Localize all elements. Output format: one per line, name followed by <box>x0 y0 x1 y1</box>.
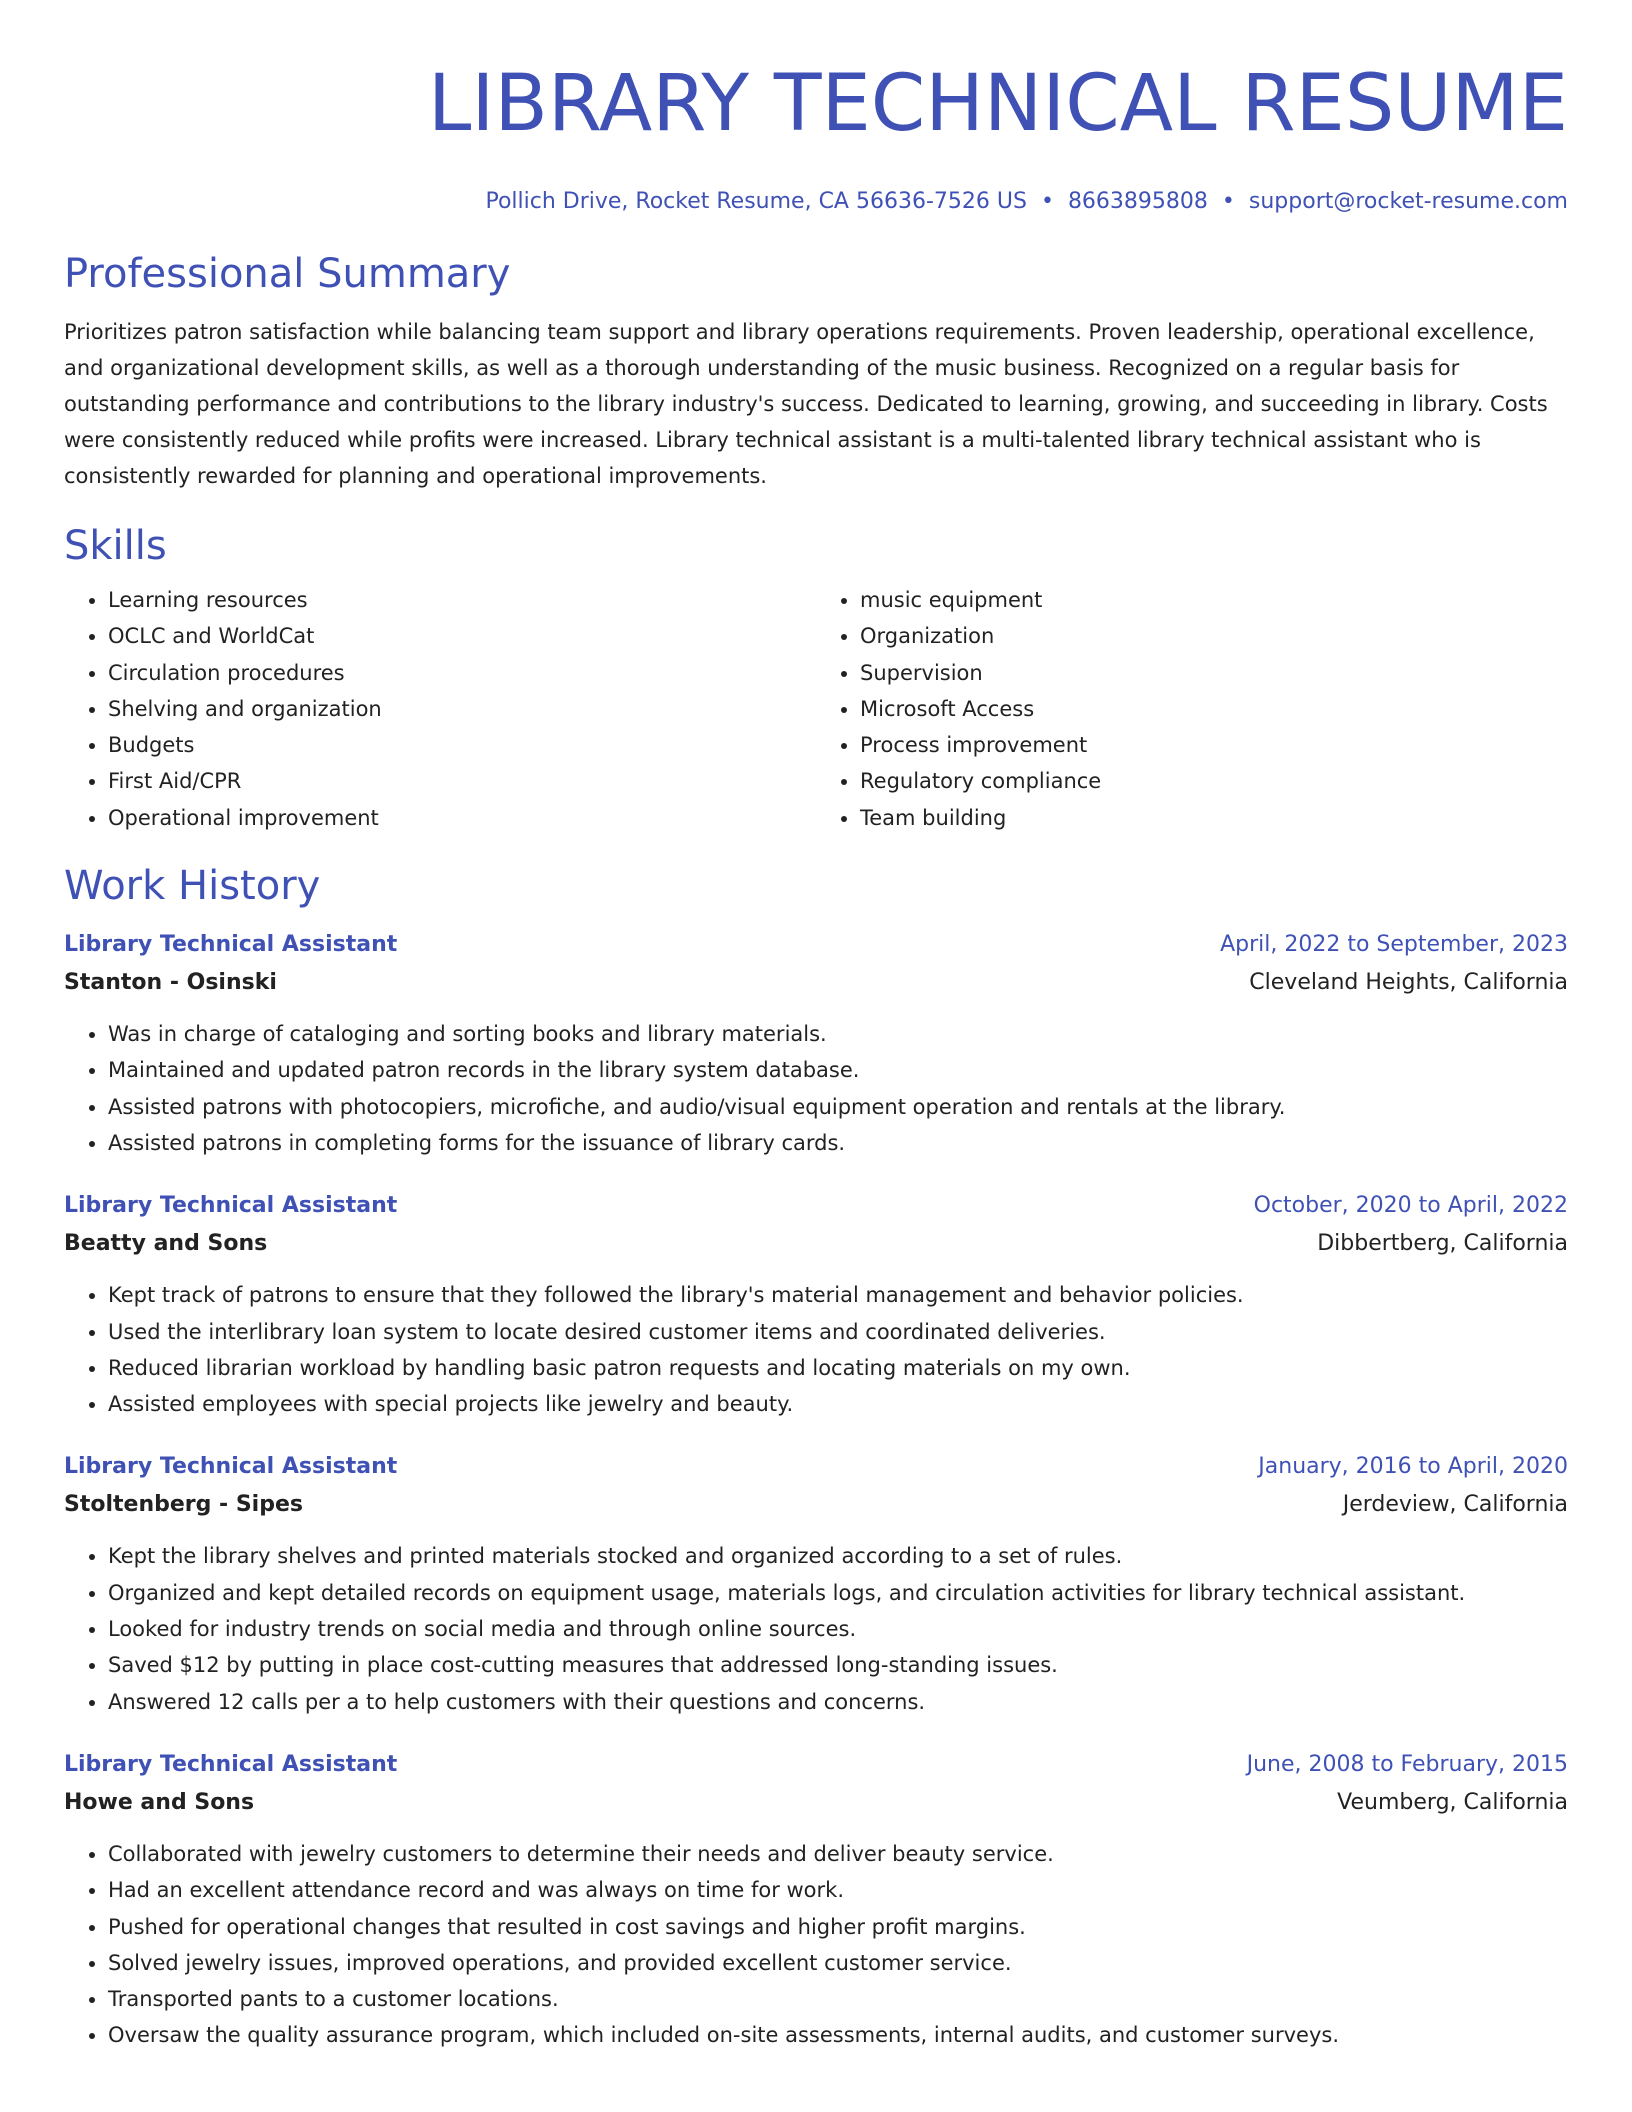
job-bullet: • Answered 12 calls per a to help customers with their questions and concerns. <box>108 1684 1568 1720</box>
job-bullets <box>64 1277 1568 1422</box>
skills-heading: Skills <box>64 523 167 569</box>
resume-page <box>64 0 1568 2054</box>
address: Pollich Drive, Rocket Resume, CA 56636-7526 US <box>485 189 1027 214</box>
skill-item: • Process improvement <box>860 727 1568 763</box>
contact-separator: • <box>1040 189 1054 214</box>
skill-item: • Regulatory compliance <box>860 763 1568 799</box>
job-entry <box>64 1746 1568 2054</box>
job-company-row <box>64 964 1568 1002</box>
job-dates: October, 2020 to April, 2022 <box>1253 1193 1568 1219</box>
job-bullet: • Kept the library shelves and printed materials stocked and organized according to a set of rules. <box>108 1538 1568 1574</box>
job-bullet: • Assisted patrons with photocopiers, microfiche, and audio/visual equipment operation and rentals at the library. <box>108 1089 1568 1125</box>
job-bullet: • Oversaw the quality assurance program, which included on-site assessments, internal audits, and customer surveys. <box>108 2017 1568 2053</box>
job-bullets <box>64 1016 1568 1161</box>
job-bullet: • Assisted patrons in completing forms for the issuance of library cards. <box>108 1125 1568 1161</box>
job-company: Stoltenberg - Sipes <box>64 1492 303 1518</box>
job-bullet: • Maintained and updated patron records in the library system database. <box>108 1052 1568 1088</box>
job-bullet: • Had an excellent attendance record and was always on time for work. <box>108 1872 1568 1908</box>
job-company: Beatty and Sons <box>64 1231 268 1257</box>
job-title: Library Technical Assistant <box>64 932 398 958</box>
job-location: Jerdeview, California <box>1342 1492 1568 1518</box>
phone: 8663895808 <box>1067 189 1208 214</box>
job-bullets <box>64 1836 1568 2054</box>
job-dates: June, 2008 to February, 2015 <box>1246 1751 1568 1777</box>
skills-list <box>64 582 1568 836</box>
skill-item: • Operational improvement <box>108 800 816 836</box>
email-link[interactable]: support@rocket-resume.com <box>1248 189 1568 214</box>
skill-item: • Team building <box>860 800 1568 836</box>
job-bullet: • Transported pants to a customer locations. <box>108 1981 1568 2017</box>
job-dates: April, 2022 to September, 2023 <box>1220 932 1568 958</box>
job-bullet: • Reduced librarian workload by handling basic patron requests and locating materials on my own. <box>108 1350 1568 1386</box>
job-location: Dibbertberg, California <box>1317 1231 1568 1257</box>
job-dates: January, 2016 to April, 2020 <box>1258 1454 1568 1480</box>
skill-item: • First Aid/CPR <box>108 763 816 799</box>
skill-item: • Learning resources <box>108 582 816 618</box>
skill-item: • Supervision <box>860 655 1568 691</box>
job-bullet: • Kept track of patrons to ensure that they followed the library's material management and behavior policies. <box>108 1277 1568 1313</box>
job-bullet: • Assisted employees with special projects like jewelry and beauty. <box>108 1386 1568 1422</box>
job-bullets <box>64 1538 1568 1719</box>
job-header-row <box>64 1746 1568 1784</box>
job-company-row <box>64 1486 1568 1524</box>
job-header-row <box>64 1448 1568 1486</box>
skills-column-right <box>816 582 1568 836</box>
job-title: Library Technical Assistant <box>64 1454 398 1480</box>
job-company-row <box>64 1784 1568 1822</box>
job-title: Library Technical Assistant <box>64 1751 398 1777</box>
job-bullet: • Saved $12 by putting in place cost-cutting measures that addressed long-standing issues. <box>108 1647 1568 1683</box>
skills-column-left <box>64 582 816 836</box>
skill-item: • Circulation procedures <box>108 655 816 691</box>
job-bullet: • Pushed for operational changes that resulted in cost savings and higher profit margins. <box>108 1909 1568 1945</box>
skill-item: • OCLC and WorldCat <box>108 618 816 654</box>
skill-item: • music equipment <box>860 582 1568 618</box>
skill-item: • Organization <box>860 618 1568 654</box>
job-bullet: • Was in charge of cataloging and sorting books and library materials. <box>108 1016 1568 1052</box>
job-company: Stanton - Osinski <box>64 970 277 996</box>
job-bullet: • Solved jewelry issues, improved operations, and provided excellent customer service. <box>108 1945 1568 1981</box>
contact-line <box>64 186 1568 218</box>
job-company: Howe and Sons <box>64 1789 255 1815</box>
skill-item: • Budgets <box>108 727 816 763</box>
summary-heading: Professional Summary <box>64 251 511 297</box>
job-entry <box>64 926 1568 1161</box>
resume-title: LIBRARY TECHNICAL RESUME <box>427 59 1568 149</box>
job-bullet: • Looked for industry trends on social media and through online sources. <box>108 1611 1568 1647</box>
summary-text: Prioritizes patron satisfaction while balancing team support and library operations requirements. Proven leadership, operational excellence, and organizational development skills, as well as a thorough understanding of the music business. Recognized on a regular basis for outstanding performance and contributions to the library industry's success. Dedicated to learning, growing, and succeeding in library. Costs were consistently reduced while profits were increased. Library technical assistant is a multi-talented library technical assistant who is consistently rewarded for planning and operational improvements. <box>64 320 1548 488</box>
job-header-row <box>64 926 1568 964</box>
job-header-row <box>64 1187 1568 1225</box>
job-location: Veumberg, California <box>1337 1789 1568 1815</box>
skill-item: • Microsoft Access <box>860 691 1568 727</box>
job-location: Cleveland Heights, California <box>1249 970 1568 996</box>
contact-separator: • <box>1221 189 1235 214</box>
job-entry <box>64 1187 1568 1422</box>
job-bullet: • Organized and kept detailed records on equipment usage, materials logs, and circulation activities for library technical assistant. <box>108 1575 1568 1611</box>
work-history-heading: Work History <box>64 863 321 910</box>
job-company-row <box>64 1225 1568 1263</box>
job-bullet: • Collaborated with jewelry customers to determine their needs and deliver beauty service. <box>108 1836 1568 1872</box>
job-bullet: • Used the interlibrary loan system to locate desired customer items and coordinated deliveries. <box>108 1314 1568 1350</box>
skill-item: • Shelving and organization <box>108 691 816 727</box>
job-entry <box>64 1448 1568 1719</box>
job-title: Library Technical Assistant <box>64 1193 398 1219</box>
